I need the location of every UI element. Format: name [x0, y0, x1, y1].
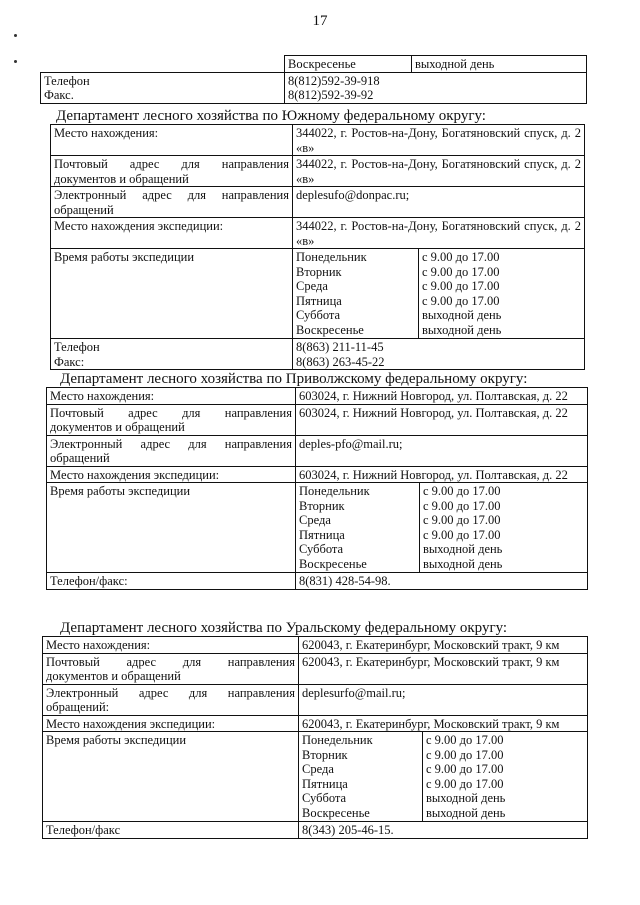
hours-value: с 9.00 до 17.00	[426, 762, 504, 776]
label-cell	[51, 187, 293, 218]
hours-value: с 9.00 до 17.00	[426, 776, 504, 791]
day: Вторник	[296, 264, 342, 279]
table-row	[51, 156, 585, 187]
hours-value: с 9.00 до 17.00	[422, 293, 500, 308]
hours-value: выходной день	[422, 322, 502, 337]
value-cell: 620043, г. Екатеринбург, Московский тракт, 9 км	[299, 715, 588, 732]
table-row	[51, 187, 585, 218]
day: Воскресенье	[299, 556, 367, 571]
label-line: Электронный адрес для направления	[54, 188, 289, 202]
label-cell: Телефон/факс	[43, 822, 299, 839]
fax-label: Факс.	[44, 88, 74, 102]
day: Понедельник	[302, 733, 373, 747]
volga-table	[46, 387, 588, 590]
table-row	[43, 637, 588, 654]
day: Понедельник	[299, 484, 370, 498]
day: Среда	[296, 279, 328, 293]
hours-value: с 9.00 до 17.00	[422, 250, 500, 264]
margin-dot	[14, 60, 17, 63]
table-row	[51, 218, 585, 249]
day: Вторник	[299, 498, 345, 513]
label-line: обращений	[54, 202, 114, 217]
hours-value: с 9.00 до 17.00	[423, 484, 501, 498]
label-cell	[51, 156, 293, 187]
hours-value: с 9.00 до 17.00	[422, 264, 500, 279]
hours-value: с 9.00 до 17.00	[422, 279, 500, 293]
label-cell	[47, 404, 296, 435]
day: Пятница	[299, 527, 345, 542]
label-cell	[51, 339, 293, 370]
south-table	[50, 124, 585, 370]
day: Вторник	[302, 747, 348, 762]
label-line: Почтовый адрес для направления	[54, 157, 289, 171]
table-row	[47, 573, 588, 590]
hours-value: с 9.00 до 17.00	[426, 747, 504, 762]
value-cell: 344022, г. Ростов-на-Дону, Богатяновский спуск, д. 2 «в»	[293, 156, 585, 187]
hours-value: с 9.00 до 17.00	[423, 513, 501, 527]
section-title-ural: Департамент лесного хозяйства по Уральскому федеральному округу:	[60, 620, 508, 636]
value-cell	[285, 72, 587, 103]
label-cell	[47, 435, 296, 466]
phone-value: 8(812)592-39-918	[288, 73, 380, 88]
table-row	[47, 466, 588, 483]
value-cell: выходной день	[412, 56, 587, 73]
day: Воскресенье	[302, 805, 370, 820]
label-cell: Время работы экспедиции	[51, 249, 293, 339]
value-cell: deples-pfo@mail.ru;	[296, 435, 588, 466]
hours-cell	[296, 483, 588, 573]
phone-label: Телефон	[54, 340, 100, 354]
value-cell: 603024, г. Нижний Новгород, ул. Полтавская, д. 22	[296, 404, 588, 435]
value-cell: deplesurfo@mail.ru;	[299, 684, 588, 715]
hours-value: с 9.00 до 17.00	[423, 498, 501, 513]
table-row	[51, 249, 585, 339]
top-contact-table	[40, 55, 587, 104]
hours-cell	[293, 249, 585, 339]
label-cell: Время работы экспедиции	[43, 732, 299, 822]
table-row	[47, 483, 588, 573]
label-line: обращений	[50, 451, 110, 465]
table-row	[47, 435, 588, 466]
table-row	[47, 388, 588, 405]
phone-label: Телефон	[44, 73, 90, 88]
label-line: Почтовый адрес для направления	[46, 654, 295, 669]
table-row	[51, 125, 585, 156]
table-row	[41, 56, 587, 73]
label-cell: Телефон/факс:	[47, 573, 296, 590]
hours-value: с 9.00 до 17.00	[423, 527, 501, 542]
day: Воскресенье	[296, 322, 364, 337]
day: Суббота	[299, 542, 344, 556]
fax-value: 8(812)592-39-92	[288, 88, 374, 102]
hours-value: выходной день	[426, 791, 506, 805]
day: Суббота	[302, 791, 347, 805]
day: Пятница	[302, 776, 348, 791]
label-cell: Место нахождения экспедиции:	[47, 466, 296, 483]
value-cell: 8(831) 428-54-98.	[296, 573, 588, 590]
value-cell: deplesufo@donpac.ru;	[293, 187, 585, 218]
label-cell: Место нахождения экспедиции:	[43, 715, 299, 732]
hours-value: выходной день	[423, 556, 503, 571]
label-line: документов и обращений	[50, 420, 185, 434]
hours-value: выходной день	[426, 805, 506, 820]
label-line: обращений:	[46, 700, 110, 714]
table-row	[43, 732, 588, 822]
table-row	[41, 72, 587, 103]
margin-dot	[14, 34, 17, 37]
ural-table	[42, 636, 588, 839]
value-cell: 620043, г. Екатеринбург, Московский тракт, 9 км	[299, 637, 588, 654]
hours-value: выходной день	[423, 542, 503, 556]
fax-value: 8(863) 263-45-22	[296, 354, 385, 369]
page-number: 17	[312, 13, 328, 29]
value-cell: 603024, г. Нижний Новгород, ул. Полтавская, д. 22	[296, 388, 588, 405]
label-cell	[41, 72, 285, 103]
value-cell: 620043, г. Екатеринбург, Московский тракт, 9 км	[299, 653, 588, 684]
label-line: Электронный адрес для направления	[50, 436, 292, 451]
label-cell: Место нахождения:	[43, 637, 299, 654]
value-cell: 603024, г. Нижний Новгород, ул. Полтавская, д. 22	[296, 466, 588, 483]
label-cell: Место нахождения:	[47, 388, 296, 405]
hours-value: выходной день	[422, 308, 502, 322]
label-line: Электронный адрес для направления	[46, 685, 295, 700]
section-title-south: Департамент лесного хозяйства по Южному федеральному округу:	[56, 108, 486, 124]
day: Среда	[299, 513, 331, 527]
label-cell: Место нахождения экспедиции:	[51, 218, 293, 249]
label-cell	[43, 684, 299, 715]
table-row	[43, 653, 588, 684]
label-cell	[43, 653, 299, 684]
fax-label: Факс:	[54, 354, 85, 369]
day: Суббота	[296, 308, 341, 322]
label-cell: Время работы экспедиции	[47, 483, 296, 573]
table-row	[43, 822, 588, 839]
label-line: документов и обращений	[46, 669, 181, 683]
value-cell	[293, 339, 585, 370]
value-cell: 344022, г. Ростов-на-Дону, Богатяновский спуск, д. 2 «в»	[293, 218, 585, 249]
table-row	[47, 404, 588, 435]
value-cell: 8(343) 205-46-15.	[299, 822, 588, 839]
phone-value: 8(863) 211-11-45	[296, 340, 384, 354]
value-cell: 344022, г. Ростов-на-Дону, Богатяновский спуск, д. 2 «в»	[293, 125, 585, 156]
day: Среда	[302, 762, 334, 776]
section-title-volga: Департамент лесного хозяйства по Приволжскому федеральному округу:	[60, 371, 528, 387]
table-row	[43, 715, 588, 732]
label-line: Почтовый адрес для направления	[50, 405, 292, 420]
day-cell: Воскресенье	[285, 56, 412, 73]
day: Пятница	[296, 293, 342, 308]
day: Понедельник	[296, 250, 367, 264]
hours-value: с 9.00 до 17.00	[426, 733, 504, 747]
label-line: документов и обращений	[54, 171, 189, 186]
hours-cell	[299, 732, 588, 822]
label-cell: Место нахождения:	[51, 125, 293, 156]
table-row	[51, 339, 585, 370]
table-row	[43, 684, 588, 715]
